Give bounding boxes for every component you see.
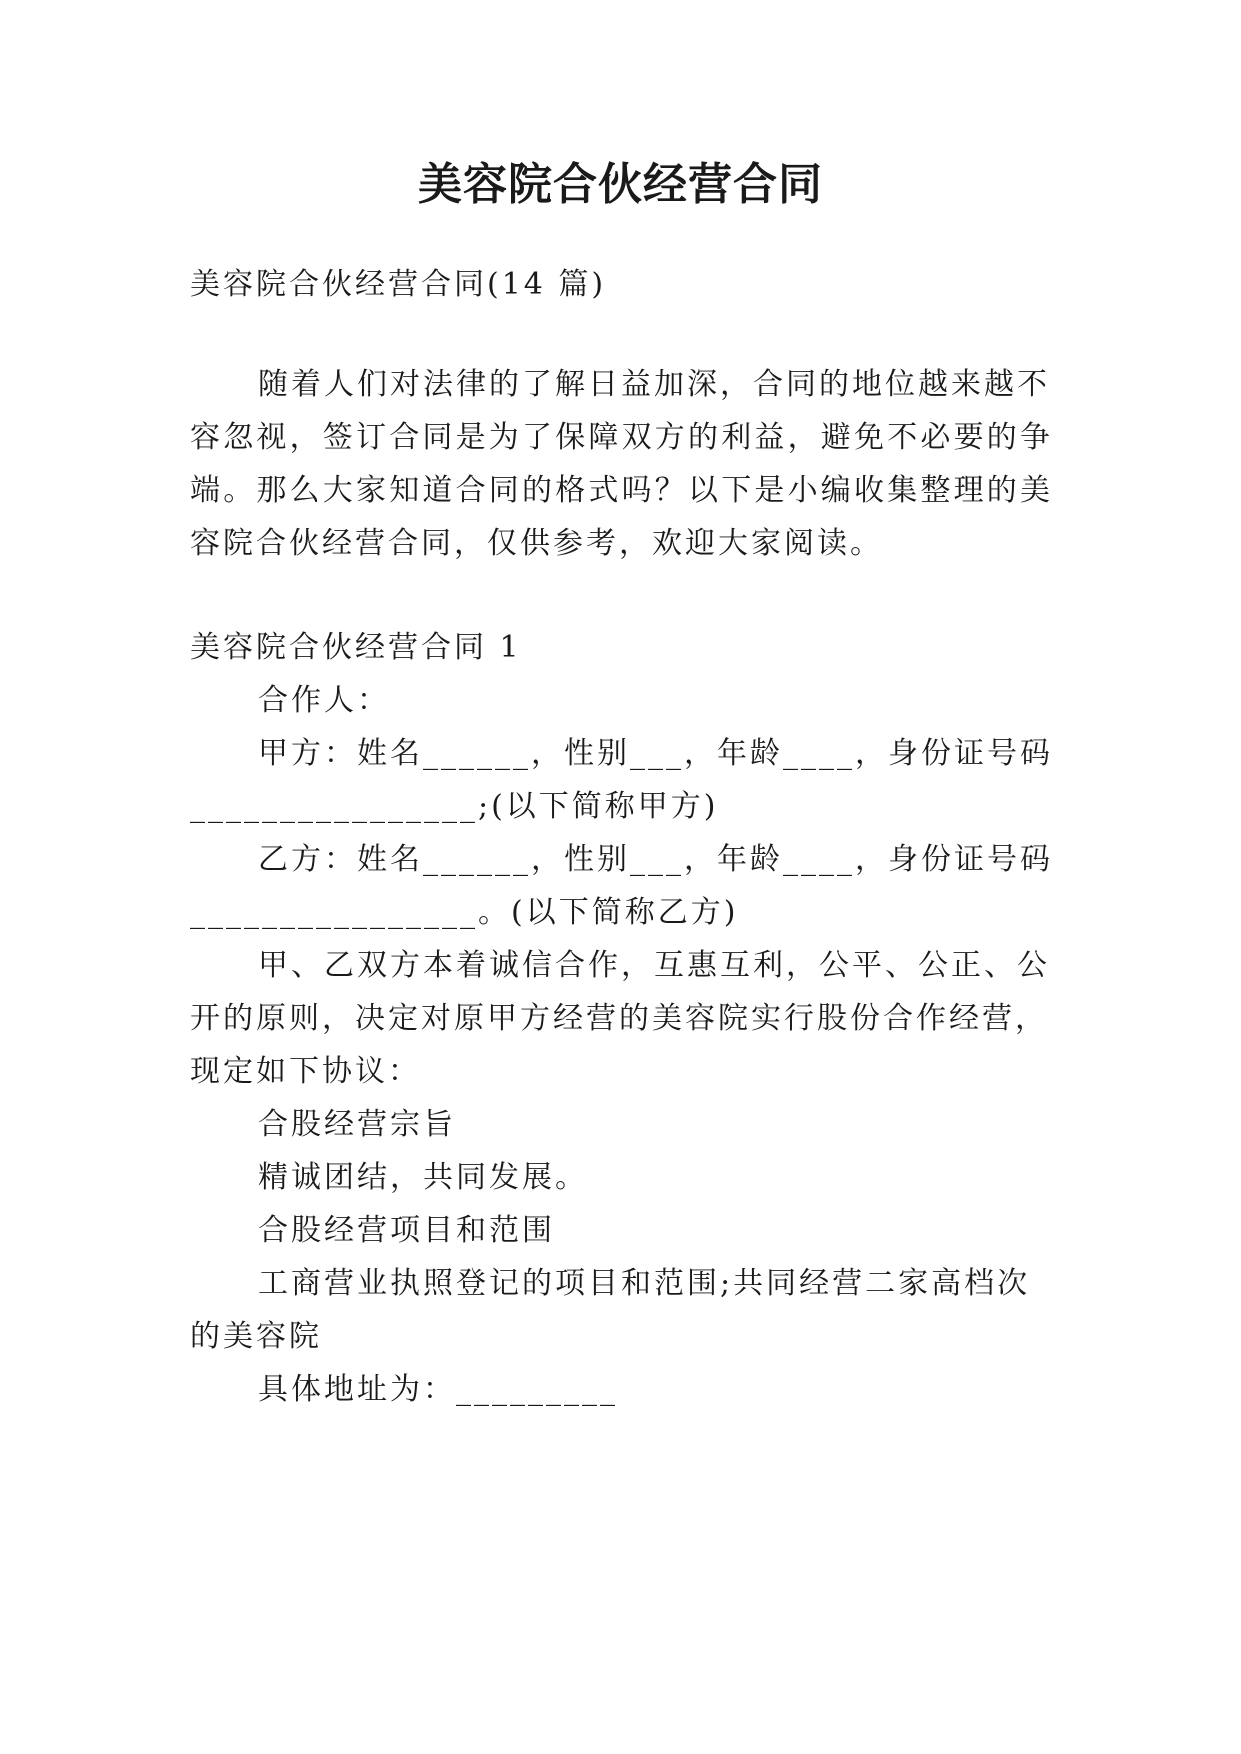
- clause-line: 现定如下协议：: [190, 1054, 421, 1089]
- clause-line: 甲、乙双方本着诚信合作，互惠互利，公平、公正、公: [258, 948, 1050, 983]
- section-heading: 美容院合伙经营合同 1: [190, 630, 522, 665]
- document-title: 美容院合伙经营合同: [418, 159, 823, 210]
- clause-line: 合股经营宗旨: [258, 1107, 456, 1142]
- intro-line-4: 容院合伙经营合同，仅供参考，欢迎大家阅读。: [190, 526, 883, 561]
- clause-line: ________________;(以下简称甲方): [190, 789, 719, 824]
- clause-line: 具体地址为：_________: [258, 1372, 618, 1407]
- clause-line: 的美容院: [190, 1319, 322, 1354]
- intro-line-1: 随着人们对法律的了解日益加深，合同的地位越来越不: [258, 367, 1050, 402]
- clause-line: 精诚团结，共同发展。: [258, 1160, 588, 1195]
- clause-line: 甲方：姓名______，性别___，年龄____，身份证号码: [258, 736, 1053, 771]
- intro-line-3: 端。那么大家知道合同的格式吗？以下是小编收集整理的美: [190, 473, 1050, 508]
- clause-line: 乙方：姓名______，性别___，年龄____，身份证号码: [258, 842, 1053, 877]
- document-subtitle: 美容院合伙经营合同(14 篇): [190, 267, 607, 302]
- clause-line: 开的原则，决定对原甲方经营的美容院实行股份合作经营，: [190, 1001, 1048, 1036]
- clause-line: 合股经营项目和范围: [258, 1213, 555, 1248]
- clause-line: 工商营业执照登记的项目和范围;共同经营二家高档次: [258, 1266, 1031, 1301]
- intro-line-2: 容忽视，签订合同是为了保障双方的利益，避免不必要的争: [190, 420, 1050, 455]
- clause-line: ________________。(以下简称乙方): [190, 895, 739, 930]
- clause-line: 合作人：: [258, 683, 390, 718]
